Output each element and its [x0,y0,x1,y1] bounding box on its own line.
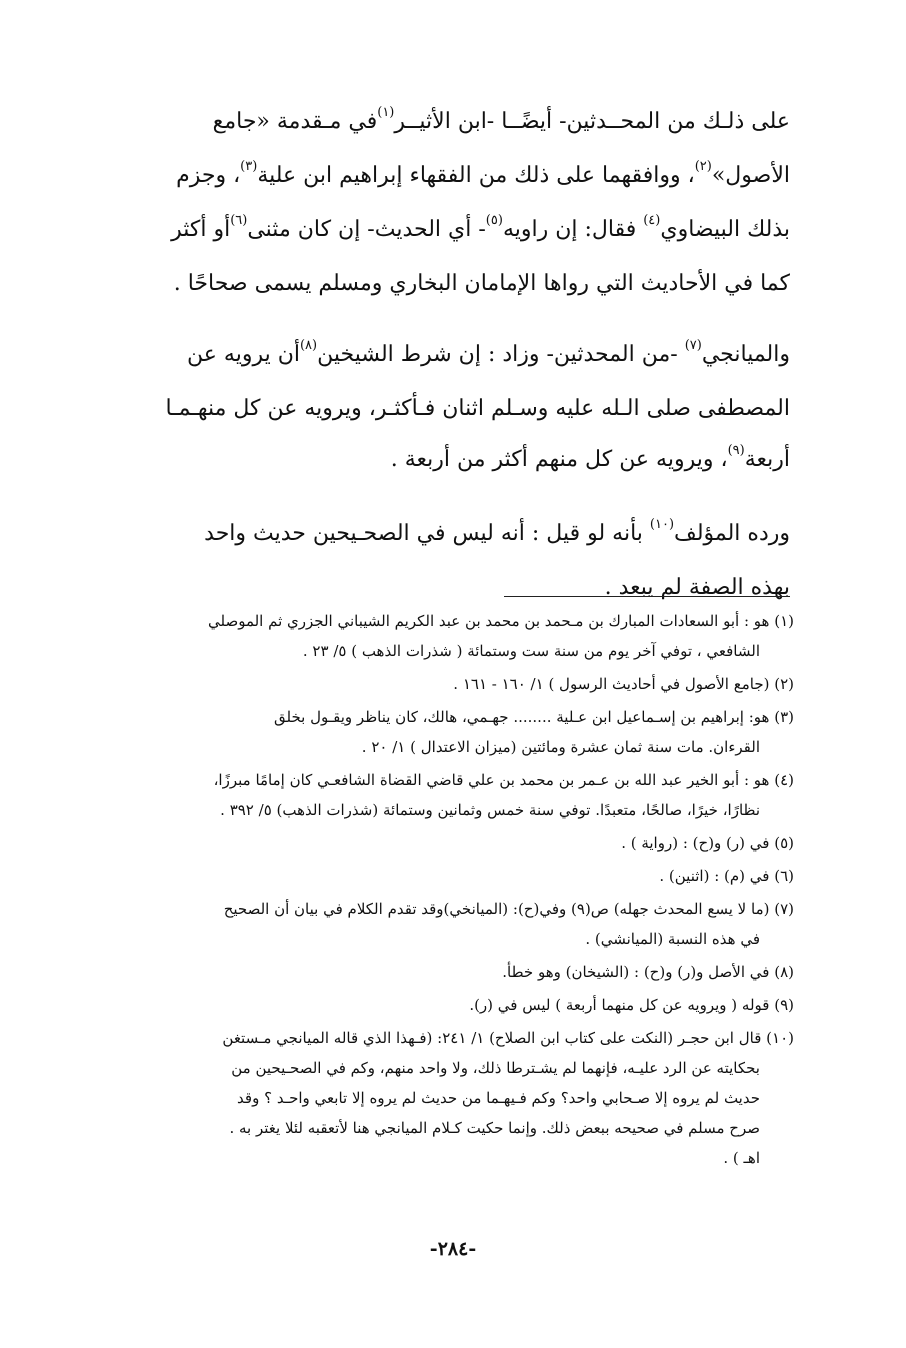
footnote-line: حديث لم يروه إلا صـحابي واحد؟ وكم فـيهـما من حديث لم يروه إلا تابعي واحـد ؟ وقد [237,1089,760,1107]
footnote-line: صرح مسلم في صحيحه ببعض ذلك. وإنما حكيت كـلام الميانجي هنا لأتعقبه لئلا يغتر به . [229,1119,760,1137]
footnotes [108,606,794,1176]
text-line: بذلك البيضاوي$^{(٤)}$ فقال: إن راويه$^{(٥)}$- أي الحديث- إن كان مثنى$^{(٦)}$أو أكثر [171,213,790,242]
footnote-3 [108,702,794,762]
footnote-line: نظارًا، خيرًا، صالحًا، متعبدًا. توفي سنة خمس وثمانين وستمائة (شذرات الذهب) ٥/ ٣٩٢ . [220,801,760,819]
footnote-2 [108,669,794,699]
footnote-ref[interactable]: (٧) [684,338,702,353]
footnote-line: (٨) في الأصل و(ر) و(ح) : (الشيخان) وهو خطأ. [502,963,794,981]
footnote-line: (٩) قوله ( ويرويه عن كل منهما أربعة ) ليس في (ر). [469,996,794,1014]
footnote-1 [108,606,794,666]
footnote-line: القرءان. مات سنة ثمان عشرة ومائتين (ميزان الاعتدال ) ١/ ٢٠ . [361,738,760,756]
footnote-line: (٥) في (ر) و(ح) : (رواية ) . [621,834,794,852]
text-line: المصطفى صلى الـله عليه وسـلم اثنان فـأكثـر، ويرويه عن كل منهـمـا [165,396,790,421]
footnote-4 [108,765,794,825]
text-line: بهذه الصفة لم يبعد . [604,575,790,600]
footnote-7 [108,894,794,954]
footnote-9 [108,990,794,1020]
footnote-ref[interactable]: (٩) [727,443,745,458]
text-line: والميانجي$^{(٧)}$ -من المحدثين- وزاد : إن شرط الشيخين$^{(٨)}$أن يرويه عن [187,338,790,367]
footnote-line: (٢) (جامع الأصول في أحاديث الرسول ) ١/ ١٦٠ - ١٦١ . [453,675,794,693]
page-number: -٢٨٤- [429,1238,477,1260]
text-line: كما في الأحاديث التي رواها الإمامان البخاري ومسلم يسمى صحاحًا . [173,271,790,296]
footnote-line: الشافعي ، توفي آخر يوم من سنة ست وستمائة ( شذرات الذهب ) ٥/ ٢٣ . [302,642,760,660]
paragraph-2 [114,329,790,488]
footnote-ref[interactable]: (١) [377,105,395,120]
footnote-line: (٣) هو: إبراهيم بن إسـماعيل ابن عـلية ........ جهـمي، هالك، كان يناظر ويقـول بخلق [274,708,794,726]
paragraph-1 [114,96,790,309]
footnote-8 [108,957,794,987]
footnote-line: في هذه النسبة (الميانشي) . [585,930,760,948]
footnote-ref[interactable]: (٢) [694,159,712,174]
main-text [114,96,790,633]
footnote-line: (١٠) قال ابن حجـر (النكت على كتاب ابن الصلاح) ١/ ٢٤١: (فـهذا الذي قاله الميانجي مـستغن [222,1029,794,1047]
text-line: على ذلـك من المحــدثين- أيضًــا -ابن الأثيــر$^{(١)}$في مـقدمة «جامع [212,105,790,134]
footnote-5 [108,828,794,858]
footnote-line: (٤) هو : أبو الخير عبد الله بن عـمر بن محمد بن علي قاضي القضاة الشافعـي كان إمامًا مبرزًا، [213,771,794,789]
footnote-line: (٧) (ما لا يسع المحدث جهله) ص(٩) وفي(ح): (الميانخي)وقد تقدم الكلام في بيان أن الصحيح [223,900,794,918]
footnote-ref[interactable]: (٣) [240,159,258,174]
footnote-ref[interactable]: (٤) [643,213,661,228]
footnote-ref[interactable]: (٦) [230,213,248,228]
footnote-line: (٦) في (م) : (اثنين) . [659,867,794,885]
footnote-ref[interactable]: (٥) [485,213,503,228]
footnote-ref[interactable]: (١٠) [649,517,675,532]
footnote-line: (١) هو : أبو السعادات المبارك بن مـحمد بن محمد بن عبد الكريم الشيباني الجزري ثم الموصلي [207,612,794,630]
footnote-line: بحكايته عن الرد عليـه، فإنهما لم يشـترطا ذلك، ولا واحد منهم، وكم في الصحـيحين من [231,1059,760,1077]
text-line: أربعة$^{(٩)}$، ويرويه عن كل منهم أكثر من أربعة . [390,443,790,472]
footnote-separator [504,596,790,597]
footnote-ref[interactable]: (٨) [299,338,318,353]
footnote-10 [108,1023,794,1173]
text-line: ورده المؤلف$^{(١٠)}$ بأنه لو قيل : أنه ليس في الصحـيحين حديث واحد [204,517,790,546]
paragraph-3 [114,508,790,613]
footnote-6 [108,861,794,891]
text-line: الأصول»$^{(٢)}$، ووافقهما على ذلك من الفقهاء إبراهيم ابن علية$^{(٣)}$، وجزم [176,159,790,188]
footnote-line: اهـ ) . [723,1149,760,1167]
